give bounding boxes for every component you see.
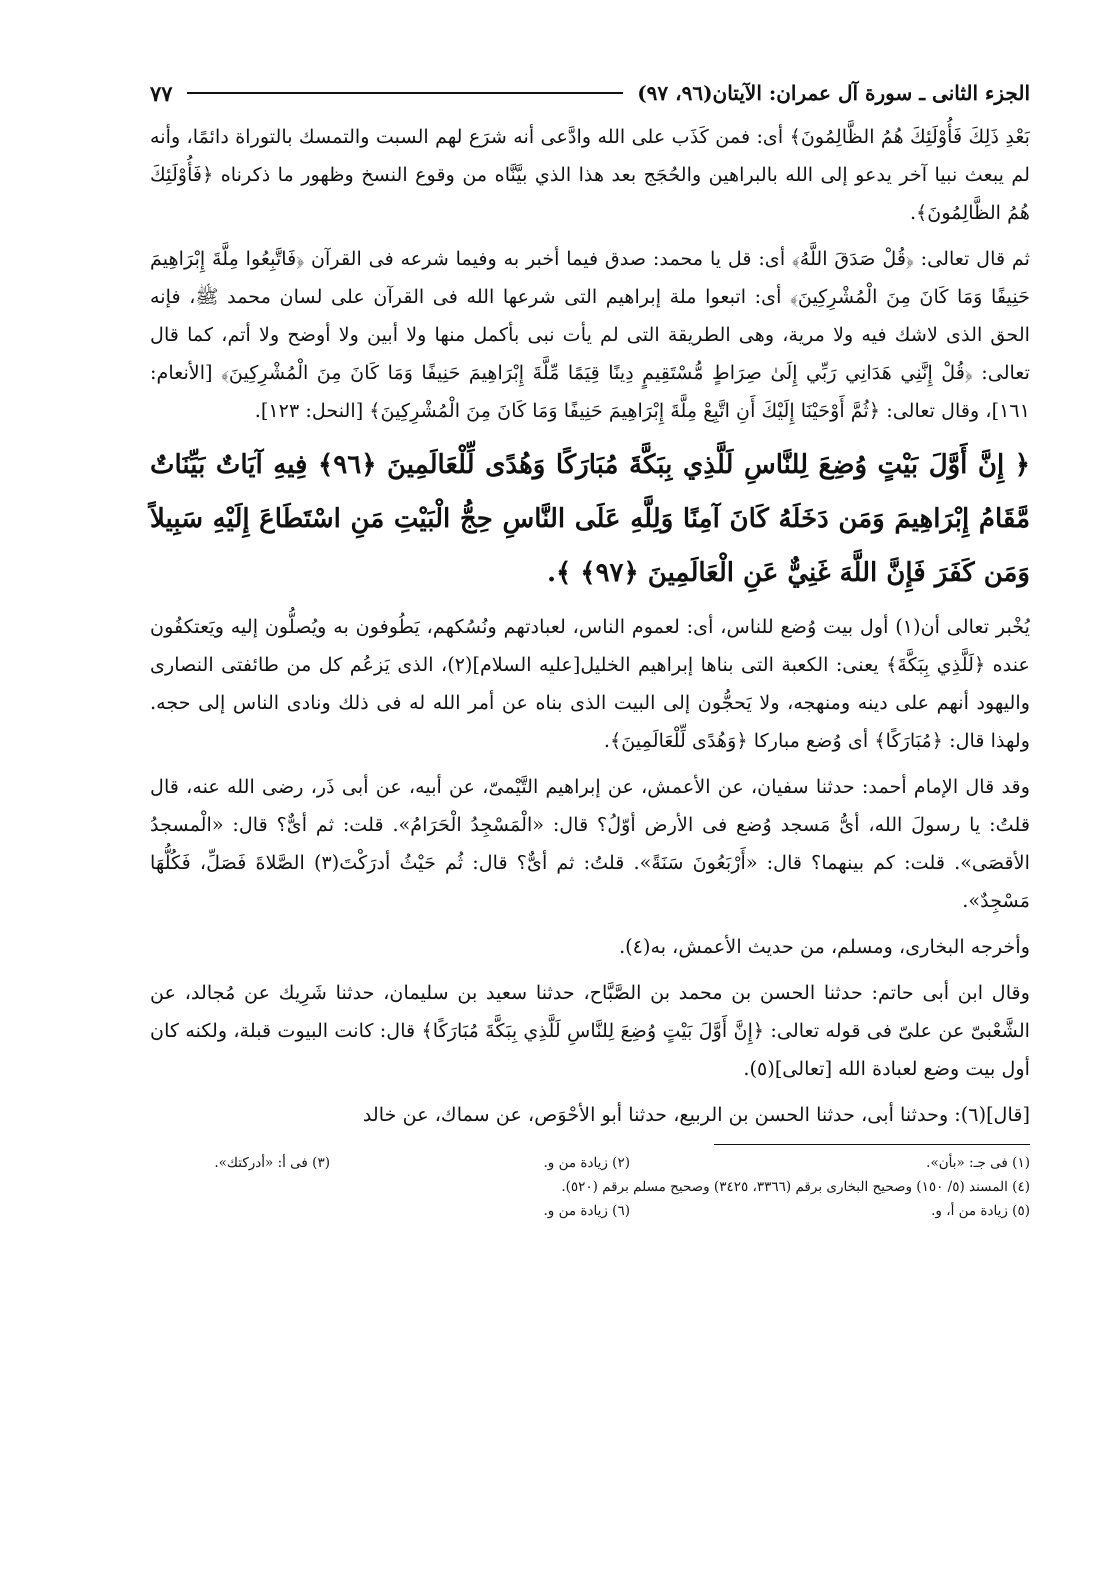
- footnote-row: [150, 1199, 1030, 1223]
- footnote: (٢) زيادة من و.: [543, 1155, 630, 1171]
- paragraph: [قال](٦): وحدثنا أبى، حدثنا الحسن بن الربيع، حدثنا أبو الأحْوَص، عن سماك، عن خالد: [362, 1103, 1030, 1126]
- paragraph: يُخْبر تعالى أن(١) أول بيت وُضع للناس، أى: لعموم الناس، لعبادتهم ونُسُكهم، يَطُوفون به ويُصلُّون إليه ويَعتكفُون عنده ﴿لَلَّذِي بِبَكَّةَ﴾ يعنى: الكعبة التى بناها إبراهيم الخليل[عليه السلام](٢)، الذى يَزعُم كل من طائفتى النصارى واليهود أنهم على دينه ومنهجه، ولا يَحجُّون إلى البيت الذى بناه عن أمر الله له فى ذلك ونادى الناس إلى حجه. ولهذا قال: ﴿مُبَارَكًا﴾ أى وُضع مباركا ﴿وَهُدًى لِّلْعَالَمِينَ﴾.: [150, 615, 1030, 752]
- footnote: (٦) زيادة من و.: [543, 1203, 630, 1219]
- footnote-divider: [714, 1144, 1030, 1145]
- header-title: الجزء الثانى ـ سورة آل عمران: الآيتان(٩٦، ٩٧): [637, 81, 1030, 105]
- page-number: ٧٧: [150, 80, 173, 106]
- footnote: (٥) زيادة من أ، و.: [931, 1203, 1030, 1219]
- paragraph: وأخرجه البخارى، ومسلم، من حديث الأعمش، به(٤).: [619, 935, 1030, 958]
- paragraph: بَعْدِ ذَلِكَ فَأُوْلَئِكَ هُمُ الظَّالِمُونَ﴾ أى: فمن كَذَب على الله وادَّعى أنه شرَع لهم السبت والتمسك بالتوراة دائمًا، وأنه لم يبعث نبيا آخر يدعو إلى الله بالبراهين والحُجَج بعد هذا الذي بيَّنَّاه من وقوع النسخ وظهور ما ذكرناه ﴿فَأُوْلَئِكَ هُمُ الظَّالِمُونَ﴾.: [150, 125, 1030, 224]
- quran-verse: ﴿ إِنَّ أَوَّلَ بَيْتٍ وُضِعَ لِلنَّاسِ لَلَّذِي بِبَكَّةَ مُبَارَكًا وَهُدًى لِّلْعَالَمِينَ ﴿٩٦﴾ فِيهِ آيَاتٌ بَيِّنَاتٌ مَّقَامُ إِبْرَاهِيمَ وَمَن دَخَلَهُ كَانَ آمِنًا وَلِلَّهِ عَلَى النَّاسِ حِجُّ الْبَيْتِ مَنِ اسْتَطَاعَ إِلَيْهِ سَبِيلاً وَمَن كَفَرَ فَإِنَّ اللَّهَ غَنِيٌّ عَنِ الْعَالَمِينَ ﴿٩٧﴾ ﴾.: [150, 450, 1030, 588]
- book-page: [150, 70, 1030, 1223]
- footnote-row: [150, 1175, 1030, 1199]
- paragraph: ثم قال تعالى: ﴿قُلْ صَدَقَ اللَّهُ﴾ أى: قل يا محمد: صدق فيما أخبر به وفيما شرعه فى القرآن ﴿فَاتَّبِعُوا مِلَّةَ إِبْرَاهِيمَ حَنِيفًا وَمَا كَانَ مِنَ الْمُشْرِكِينَ﴾ أى: اتبعوا ملة إبراهيم التى شرعها الله فى القرآن على لسان محمد ﷺ، فإنه الحق الذى لاشك فيه ولا مرية، وهى الطريقة التى لم يأت نبى بأكمل منها ولا أبين ولا أوضح ولا أتم، كما قال تعالى: ﴿قُلْ إِنَّنِي هَدَانِي رَبِّي إِلَىٰ صِرَاطٍ مُّسْتَقِيمٍ دِينًا قِيَمًا مِّلَّةَ إِبْرَاهِيمَ حَنِيفًا وَمَا كَانَ مِنَ الْمُشْرِكِينَ﴾ [الأنعام: ١٦١]، وقال تعالى: ﴿ثُمَّ أَوْحَيْنَا إِلَيْكَ أَنِ اتَّبِعْ مِلَّةَ إِبْرَاهِيمَ حَنِيفًا وَمَا كَانَ مِنَ الْمُشْرِكِينَ﴾ [النحل: ١٢٣].: [150, 247, 1030, 422]
- running-header: [150, 70, 1030, 116]
- paragraph: وقد قال الإمام أحمد: حدثنا سفيان، عن الأعمش، عن إبراهيم التَّيْمىّ، عن أبيه، عن أبى ذَر، رضى الله عنه، قال قلتُ: يا رسولَ الله، أىُّ مَسجد وُضع فى الأرض أوّلُ؟ قال: «الْمَسْجِدُ الْحَرَامُ». قلت: ثم أىٌّ؟ قال: «الْمسجدُ الأقصَى». قلت: كم بينهما؟ قال: «أَرْبَعُونَ سَنَةً». قلتُ: ثم أىٌّ؟ قال: ثُم حَيْثُ أدرَكْتَ(٣) الصَّلاةَ فَصَلِّ، فَكُلُّهَا مَسْجِدٌ».: [150, 775, 1031, 912]
- header-rule: [187, 92, 624, 94]
- footnote: (١) فى جـ: «بأن».: [926, 1155, 1030, 1171]
- footnote: (٤) المسند (٥/ ١٥٠) وصحيح البخارى برقم (٣٣٦٦، ٣٤٢٥) وصحيح مسلم برقم (٥٢٠).: [561, 1179, 1030, 1195]
- main-text: [150, 118, 1030, 1134]
- paragraph: وقال ابن أبى حاتم: حدثنا الحسن بن محمد بن الصَّبَّاح، حدثنا سعيد بن سليمان، حدثنا شَرِيك عن مُجالد، عن الشَّعْبىّ عن علىّ فى قوله تعالى: ﴿إِنَّ أَوَّلَ بَيْتٍ وُضِعَ لِلنَّاسِ لَلَّذِي بِبَكَّةَ مُبَارَكًا﴾ قال: كانت البيوت قبلة، ولكنه كان أول بيت وضع لعبادة الله [تعالى](٥).: [150, 981, 1030, 1080]
- footnotes: [150, 1151, 1030, 1223]
- footnote-row: [150, 1151, 1030, 1175]
- footnote: (٣) فى أ: «أدركتك».: [214, 1155, 330, 1171]
